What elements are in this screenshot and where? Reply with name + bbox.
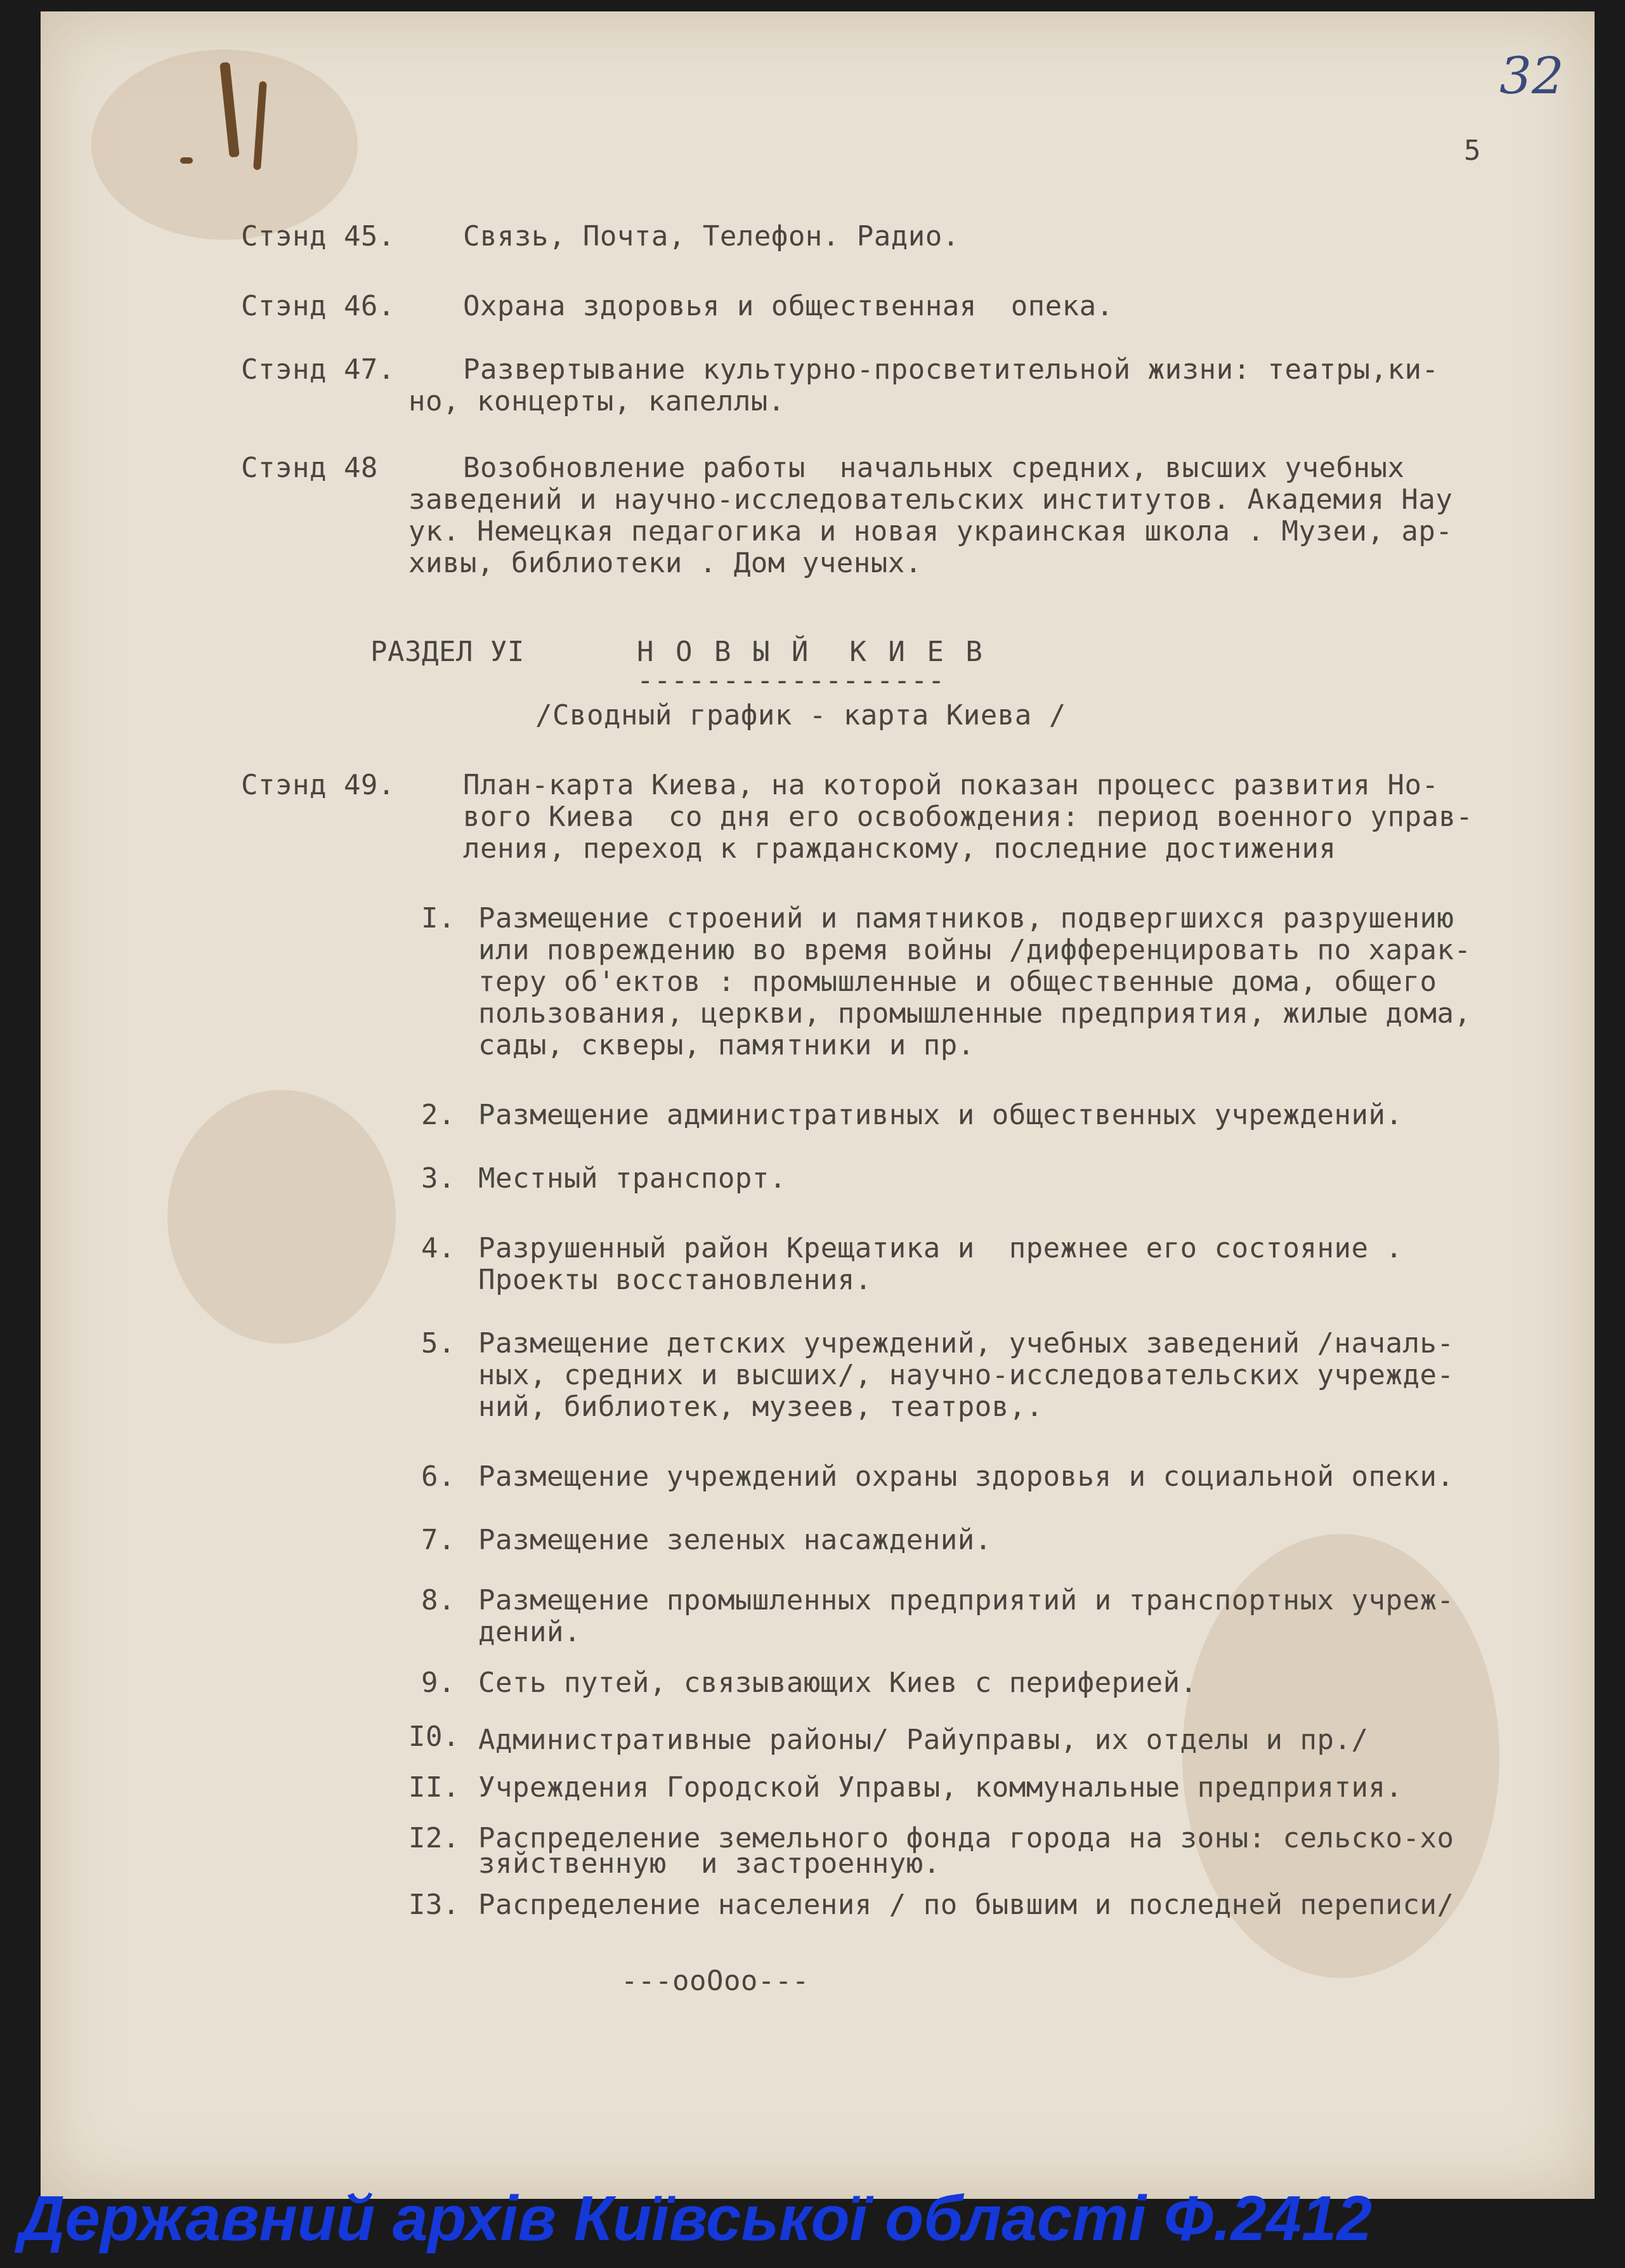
item-number: 7. [421, 1524, 455, 1556]
item-text: Учреждения Городской Управы, коммунальные предприятия. [478, 1771, 1403, 1804]
paper-stain [167, 1090, 396, 1344]
item-text: ний, библиотек, музеев, театров,. [478, 1391, 1043, 1423]
stand-text: Охрана здоровья и общественная опека. [463, 290, 1114, 322]
item-text: или повреждению во время войны /дифференцировать по харак- [478, 934, 1472, 966]
stand-text: вого Киева со дня его освобождения: период военного управ- [463, 801, 1473, 833]
page-number: 5 [1464, 134, 1481, 167]
stand-text: План-карта Киева, на которой показан процесс развития Но- [463, 769, 1439, 801]
item-number: I3. [408, 1889, 460, 1921]
stand-label: Стэнд 49. [241, 769, 395, 801]
item-text: дений. [478, 1616, 581, 1648]
section-label: РАЗДЕЛ УI [370, 636, 525, 668]
item-text: сады, скверы, памятники и пр. [478, 1029, 975, 1061]
item-text: Распределение земельного фонда города на зоны: сельско-хо [478, 1822, 1454, 1854]
item-text: Размещение детских учреждений, учебных заведений /началь- [478, 1327, 1454, 1360]
item-number: 9. [421, 1667, 455, 1699]
stand-text: Связь, Почта, Телефон. Радио. [463, 220, 960, 252]
stand-label: Стэнд 47. [241, 353, 395, 386]
item-text: ных, средних и высших/, научно-исследовательских учрежде- [478, 1359, 1454, 1391]
stand-label: Стэнд 48 [241, 452, 378, 484]
item-text: пользования, церкви, промышленные предприятия, жилые дома, [478, 997, 1472, 1030]
stand-text-continued: ук. Немецкая педагогика и новая украинская школа . Музеи, ар- [408, 515, 1453, 547]
item-number: I2. [408, 1822, 460, 1854]
ink-mark [180, 157, 193, 164]
item-text: Проекты восстановления. [478, 1264, 872, 1296]
item-number: 4. [421, 1232, 455, 1264]
item-number: 3. [421, 1162, 455, 1195]
handwritten-folio-number: 32 [1499, 46, 1564, 105]
section-title: Н О В Ы Й К И Е В [637, 636, 985, 668]
item-text: Разрушенный район Крещатика и прежнее его состояние . [478, 1232, 1403, 1264]
section-underline: ------------------ [637, 664, 945, 697]
item-text: Сеть путей, связывающих Киев с периферией. [478, 1667, 1198, 1699]
stand-text-continued: но, концерты, капеллы. [408, 385, 785, 417]
item-text: Размещение строений и памятников, подвергшихся разрушению [478, 902, 1454, 934]
item-number: 5. [421, 1327, 455, 1360]
item-text: Административные районы/ Райуправы, их отделы и пр./ [478, 1724, 1369, 1756]
stand-text-continued: заведений и научно-исследовательских институтов. Академия Нау [408, 483, 1453, 516]
item-number: 8. [421, 1584, 455, 1616]
item-number: I. [421, 902, 455, 934]
closing-ornament: ---ooOoo--- [621, 1965, 809, 1997]
item-text: Распределение населения / по бывшим и последней переписи/ [478, 1889, 1454, 1921]
document-page [41, 11, 1595, 2199]
stand-label: Стэнд 46. [241, 290, 395, 322]
stand-text: ления, переход к гражданскому, последние достижения [463, 832, 1336, 865]
item-text: Размещение промышленных предприятий и транспортных учреж- [478, 1584, 1454, 1616]
item-text: теру об'ектов : промышленные и общественные дома, общего [478, 966, 1437, 998]
item-text: Размещение административных и общественных учреждений. [478, 1099, 1403, 1131]
item-text: Местный транспорт. [478, 1162, 786, 1195]
archive-label: Державний архів Київської області Ф.2412 [19, 2183, 1373, 2254]
item-number: I0. [408, 1721, 460, 1753]
stand-text-continued: хивы, библиотеки . Дом ученых. [408, 547, 922, 579]
item-number: II. [408, 1771, 460, 1804]
section-subtitle: /Сводный график - карта Киева / [535, 699, 1066, 731]
stand-text: Возобновление работы начальных средних, высших учебных [463, 452, 1405, 484]
item-text: Размещение зеленых насаждений. [478, 1524, 992, 1556]
item-text: зяйственную и застроенную. [478, 1847, 941, 1880]
item-number: 2. [421, 1099, 455, 1131]
stand-text: Развертывание культурно-просветительной жизни: театры,ки- [463, 353, 1439, 386]
item-number: 6. [421, 1460, 455, 1493]
stand-label: Стэнд 45. [241, 220, 395, 252]
item-text: Размещение учреждений охраны здоровья и социальной опеки. [478, 1460, 1454, 1493]
